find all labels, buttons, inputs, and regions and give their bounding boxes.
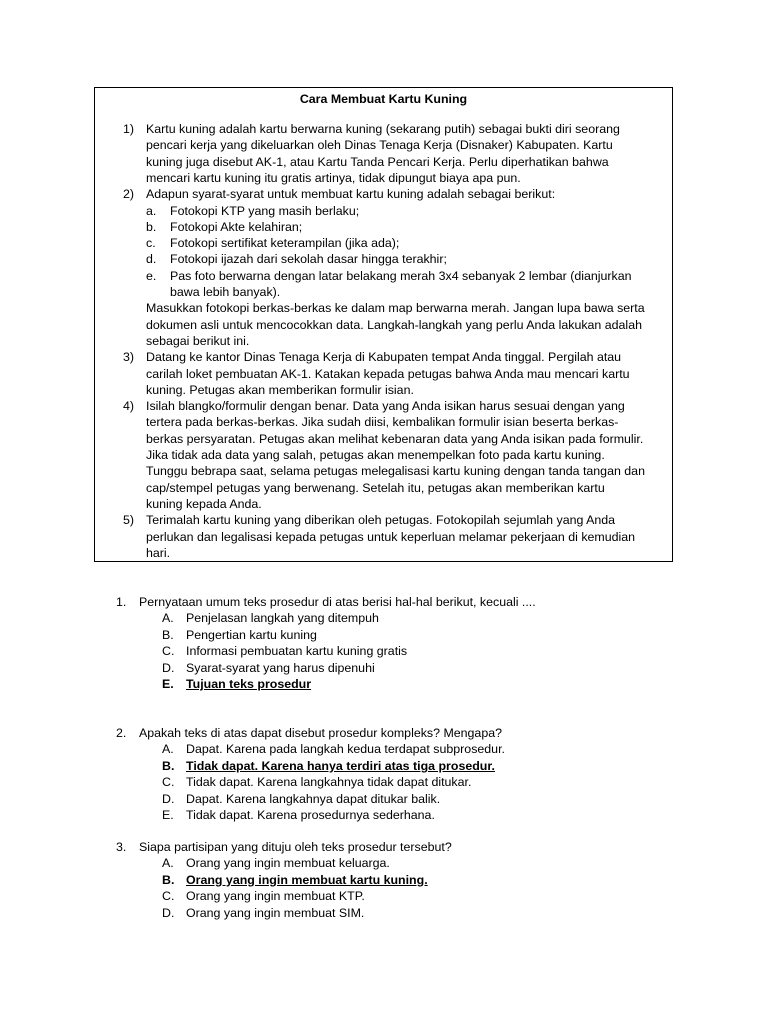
step-text: pencari kerja yang dikeluarkan oleh Dinas Tenaga Kerja (Disnaker) Kabupaten. Kartu — [146, 138, 613, 153]
requirement-letter: d. — [146, 252, 157, 267]
question-number: 1. — [116, 595, 127, 609]
option-text: Syarat-syarat yang harus dipenuhi — [186, 660, 375, 675]
procedure-title: Cara Membuat Kartu Kuning — [299, 92, 468, 106]
question-text: Siapa partisipan yang dituju oleh teks prosedur tersebut? — [139, 840, 452, 854]
option-text: Penjelasan langkah yang ditempuh — [186, 611, 379, 626]
step-text: Isilah blangko/formulir dengan benar. Data yang Anda isikan harus sesuai dengan yang — [146, 399, 625, 414]
step-text: Kartu kuning adalah kartu berwarna kuning (sekarang putih) sebagai bukti diri seorang — [146, 122, 620, 136]
option-letter: C. — [162, 889, 175, 904]
step-text: hari. — [146, 545, 171, 560]
step-text: Masukkan fotokopi berkas-berkas ke dalam map berwarna merah. Jangan lupa bawa serta — [146, 301, 645, 316]
requirement-text: Fotokopi KTP yang masih berlaku; — [170, 203, 360, 218]
option-letter: A. — [162, 856, 174, 871]
step-number: 1) — [123, 122, 135, 136]
option-letter: D. — [162, 791, 175, 806]
requirement-text: Fotokopi sertifikat keterampilan (jika ada); — [170, 236, 400, 251]
answer-option-text: Tujuan teks prosedur — [186, 677, 312, 691]
step-text: mencari kartu kuning itu gratis artinya, tidak dipungut biaya apa pun. — [146, 170, 521, 185]
option-letter: E. — [162, 808, 174, 822]
option-letter: C. — [162, 775, 175, 790]
option-text: Orang yang ingin membuat KTP. — [186, 889, 365, 904]
requirement-text: Fotokopi Akte kelahiran; — [170, 219, 303, 234]
question-text: Pernyataan umum teks prosedur di atas berisi hal-hal berikut, kecuali .... — [139, 595, 536, 609]
step-number: 2) — [123, 187, 135, 202]
question-number: 2. — [116, 726, 127, 740]
option-text: Dapat. Karena pada langkah kedua terdapat subprosedur. — [186, 742, 505, 757]
step-text: cap/stempel petugas yang berwenang. Setelah itu, petugas akan memberikan kartu — [146, 480, 605, 495]
step-number: 5) — [123, 513, 135, 528]
step-text: kuning. Petugas akan memberikan formulir isian. — [146, 382, 414, 397]
question-text: Apakah teks di atas dapat disebut prosedur kompleks? Mengapa? — [139, 726, 503, 740]
step-text: carilah loket pembuatan AK-1. Katakan kepada petugas bahwa Anda mau mencari kartu — [146, 366, 630, 381]
option-letter: D. — [162, 905, 175, 920]
step-text: Adapun syarat-syarat untuk membuat kartu kuning adalah sebagai berikut: — [146, 187, 556, 202]
step-text: sebagai berikut ini. — [146, 333, 250, 348]
requirement-letter: e. — [146, 268, 157, 283]
option-letter: D. — [162, 660, 175, 675]
question-number: 3. — [116, 840, 127, 854]
requirement-text: Fotokopi ijazah dari sekolah dasar hingga terakhir; — [170, 252, 447, 267]
step-text: Datang ke kantor Dinas Tenaga Kerja di Kabupaten tempat Anda tinggal. Pergilah atau — [146, 350, 622, 365]
option-letter: B. — [162, 627, 174, 642]
step-text: kuning kepada Anda. — [146, 496, 262, 511]
requirement-letter: c. — [146, 236, 156, 251]
option-text: Pengertian kartu kuning — [186, 627, 317, 642]
option-text: Tidak dapat. Karena prosedurnya sederhana. — [186, 808, 435, 822]
requirement-letter: b. — [146, 219, 157, 234]
requirement-text: Pas foto berwarna dengan latar belakang merah 3x4 sebanyak 2 lembar (dianjurkan — [170, 268, 632, 283]
step-text: berkas persyaratan. Petugas akan melihat kebenaran data yang Anda isikan pada formulir. — [146, 431, 644, 446]
step-number: 4) — [123, 399, 135, 414]
option-letter: A. — [162, 611, 174, 626]
option-text: Orang yang ingin membuat SIM. — [186, 905, 365, 920]
requirement-text: bawa lebih banyak). — [170, 285, 281, 299]
option-text: Dapat. Karena langkahnya dapat ditukar balik. — [186, 791, 441, 806]
step-text: Tunggu bebrapa saat, selama petugas melegalisasi kartu kuning dengan tanda tangan dan — [146, 464, 645, 479]
option-text: Orang yang ingin membuat keluarga. — [186, 856, 390, 871]
step-text: Jika tidak ada data yang salah, petugas akan menempelkan foto pada kartu kuning. — [146, 448, 605, 462]
step-text: Terimalah kartu kuning yang diberikan oleh petugas. Fotokopilah sejumlah yang Anda — [146, 513, 616, 528]
step-number: 3) — [123, 350, 135, 365]
requirement-letter: a. — [146, 203, 157, 218]
option-text: Informasi pembuatan kartu kuning gratis — [186, 644, 408, 659]
step-text: kuning juga disebut AK-1, atau Kartu Tanda Pencari Kerja. Perlu diperhatikan bahwa — [146, 154, 609, 169]
answer-option-text: Tidak dapat. Karena hanya terdiri atas tiga prosedur. — [186, 758, 495, 773]
option-letter: A. — [162, 742, 174, 757]
option-letter: B. — [162, 872, 175, 887]
answer-option-text: Orang yang ingin membuat kartu kuning. — [186, 872, 428, 887]
step-text: tertera pada berkas-berkas. Jika sudah diisi, kembalikan formulir isian beserta berkas- — [146, 415, 619, 430]
option-letter: C. — [162, 644, 175, 659]
option-letter: B. — [162, 758, 175, 773]
option-letter: E. — [162, 677, 174, 691]
step-text: dokumen asli untuk mencocokkan data. Langkah-langkah yang perlu Anda lakukan adalah — [146, 317, 642, 332]
step-text: perlukan dan legalisasi kepada petugas untuk keperluan melamar pekerjaan di kemudian — [146, 529, 636, 544]
option-text: Tidak dapat. Karena langkahnya tidak dapat ditukar. — [186, 775, 472, 790]
